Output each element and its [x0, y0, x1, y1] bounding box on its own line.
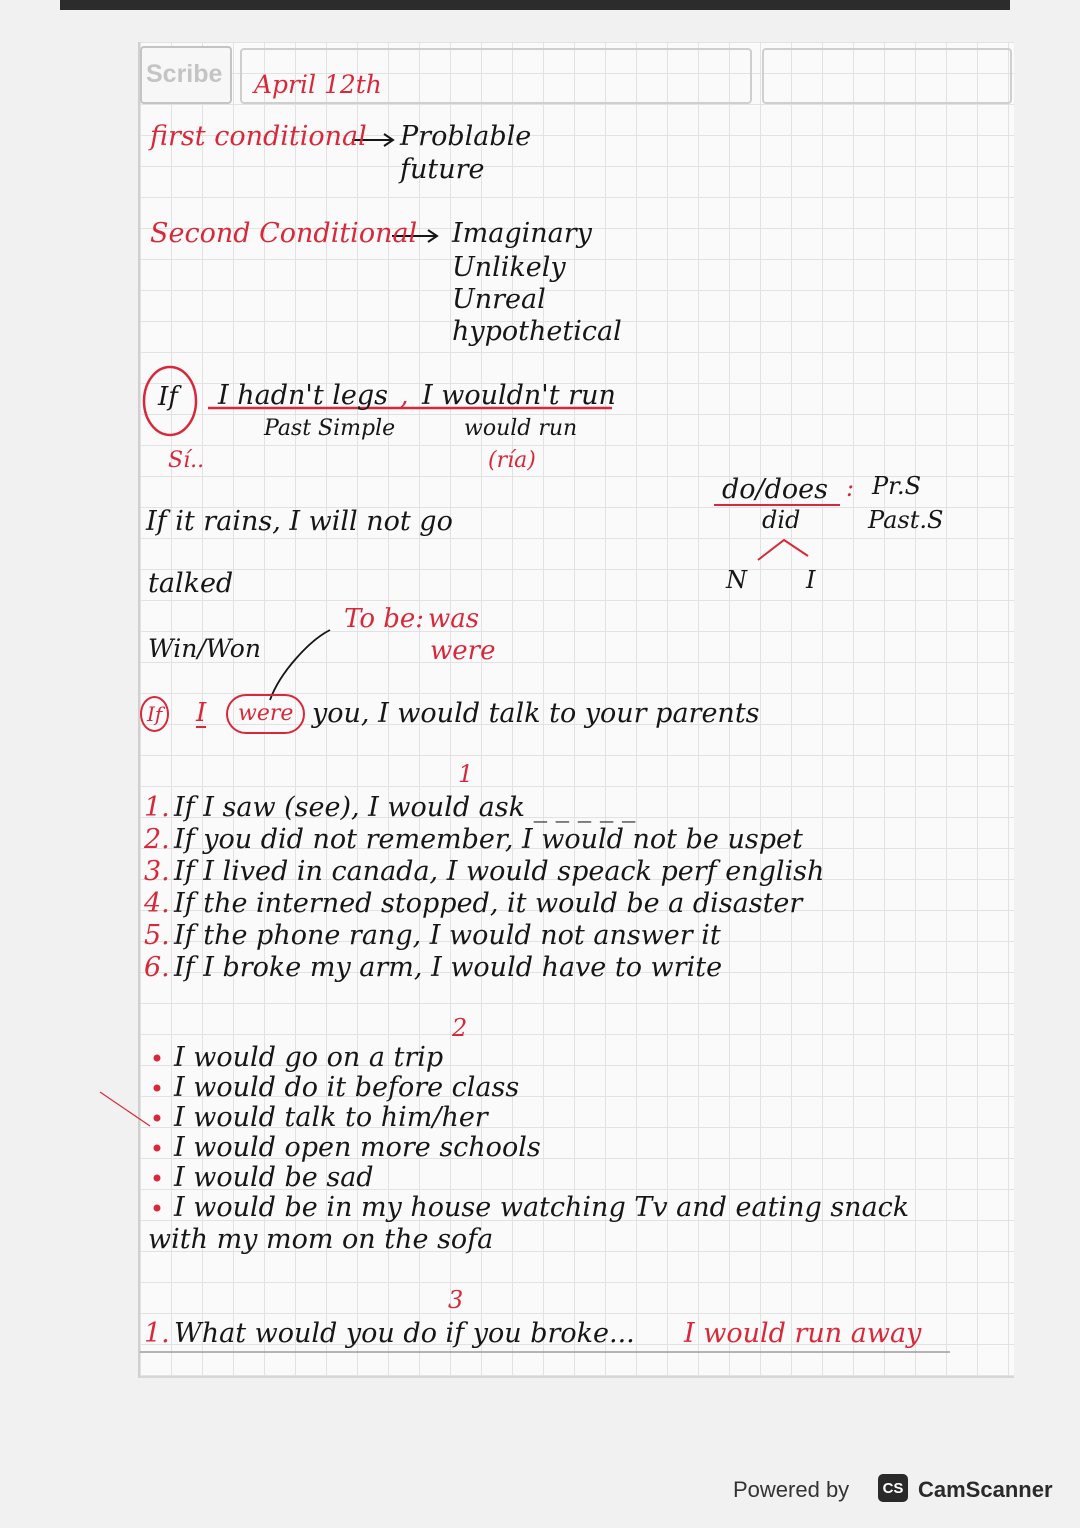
did: did: [762, 506, 801, 534]
to-be-was: was: [428, 604, 480, 634]
exercise1-item-number: 4.: [144, 888, 170, 919]
do-does-colon: :: [846, 474, 855, 502]
example1-clause2: I wouldn't run: [422, 380, 616, 411]
exercise2-bullet: I would be sad: [174, 1162, 374, 1193]
first-conditional-meaning-1: Problable: [400, 121, 532, 152]
second-conditional-meaning: Imaginary: [452, 218, 592, 249]
talked: talked: [148, 568, 234, 599]
were-pointer-line: [270, 630, 330, 700]
exercise2-number: 2: [452, 1014, 468, 1042]
branch-icon: [758, 540, 808, 560]
exercise2-bullet: I would go on a trip: [174, 1042, 444, 1073]
to-be-label: To be:: [344, 604, 425, 634]
first-conditional-label: first conditional: [150, 121, 367, 152]
example1-clause1: I hadn't legs: [218, 380, 389, 411]
example1-note-si: Sí..: [168, 448, 205, 473]
exercise3-question: What would you do if you broke...: [174, 1318, 635, 1349]
second-conditional-label: Second Conditional: [150, 218, 418, 249]
example1-note-would-run: would run: [464, 416, 578, 441]
bullet-icons: [154, 1055, 161, 1212]
example3-rest: you, I would talk to your parents: [312, 698, 760, 729]
example1-note-ria: (ría): [488, 448, 536, 473]
win-won: Win/Won: [148, 634, 261, 663]
page-date: April 12th: [254, 70, 382, 99]
exercise1-item-number: 3.: [144, 856, 170, 887]
brand-logo: Scribe: [146, 60, 223, 88]
second-conditional-meaning: Unreal: [452, 284, 546, 315]
exercise3-item-number: 1.: [144, 1318, 170, 1349]
exercise1-item-text: If you did not remember, I would not be uspet: [174, 824, 803, 855]
example3-if: If: [140, 696, 169, 732]
exercise1-item-text: If the phone rang, I would not answer it: [174, 920, 721, 951]
exercise3-number: 3: [448, 1286, 464, 1314]
margin-pen-mark: [100, 1092, 150, 1126]
exercise1-number: 1: [458, 760, 474, 788]
example1-if: If: [158, 382, 178, 412]
exercise1-item-text: If I broke my arm, I would have to write: [174, 952, 723, 983]
present-simple-abbr: Pr.S: [872, 472, 922, 500]
exercise2-continuation: with my mom on the sofa: [148, 1224, 494, 1255]
exercise2-bullet: I would open more schools: [174, 1132, 541, 1163]
first-conditional-meaning-2: future: [400, 154, 485, 185]
exercise2-bullet: I would talk to him/her: [174, 1102, 488, 1133]
second-conditional-meaning: Unlikely: [452, 252, 566, 283]
exercise2-bullet: I would be in my house watching Tv and eating snack: [174, 1192, 910, 1223]
example1-comma: ,: [400, 380, 409, 411]
past-simple-abbr: Past.S: [868, 506, 944, 534]
camscanner-name: CamScanner: [918, 1477, 1053, 1502]
example2: If it rains, I will not go: [146, 506, 453, 537]
exercise1-item-text: If the interned stopped, it would be a disaster: [174, 888, 803, 919]
exercise1-item-number: 6.: [144, 952, 170, 983]
exercise1-item-text: If I saw (see), I would ask _ _ _ _ _: [174, 792, 636, 823]
exercise1-item-number: 2.: [144, 824, 170, 855]
exercise1-item-number: 5.: [144, 920, 170, 951]
to-be-were: were: [430, 636, 496, 666]
example3-subject: I: [196, 698, 207, 728]
second-conditional-meaning: hypothetical: [452, 316, 622, 347]
example1-note-past-simple: Past Simple: [264, 416, 396, 441]
exercise3-answer: I would run away: [684, 1318, 922, 1349]
do-does: do/does: [722, 474, 829, 505]
powered-by-text: Powered by: [733, 1477, 850, 1502]
camscanner-logo-icon: CS: [878, 1474, 908, 1502]
branch-n: N: [726, 566, 747, 594]
exercise1-item-number: 1.: [144, 792, 170, 823]
branch-i: I: [806, 566, 816, 594]
exercise2-bullet: I would do it before class: [174, 1072, 520, 1103]
example3-were: were: [226, 694, 305, 734]
exercise1-item-text: If I lived in canada, I would speack perf english: [174, 856, 825, 887]
